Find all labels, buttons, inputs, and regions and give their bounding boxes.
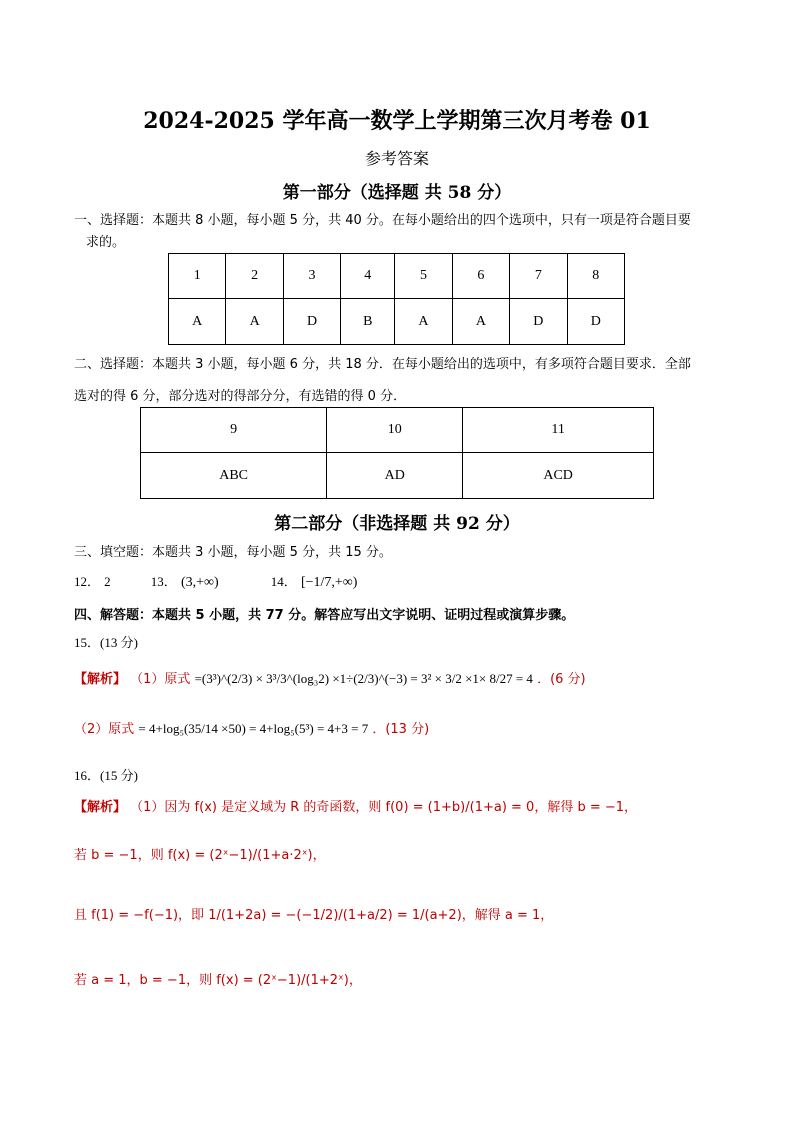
- q12-label: 12．: [74, 574, 101, 589]
- section2-text-line2: 选对的得 6 分，部分选对的得部分分，有选错的得 0 分．: [74, 389, 407, 404]
- q15-part1-expression: =(3³)^(2/3) × 3³/3^(log₃2) ×1÷(2/3)^(−3) = 3² × 3/2 ×1× 8/27 = 4: [194, 671, 533, 686]
- table-cell: A: [169, 299, 226, 345]
- q14-answer: [−1/7,+∞): [300, 575, 358, 590]
- q13-label: 13．: [150, 574, 177, 589]
- page-subtitle: 参考答案: [364, 149, 429, 168]
- q16-line1: [74, 797, 754, 819]
- section4-instructions: 四、解答题：本题共 5 小题，共 77 分。解答应写出文字说明、证明过程或演算步骤。: [74, 608, 575, 623]
- part2-heading: 第二部分（非选择题 共 92 分）: [274, 514, 520, 534]
- q15-label: 15．(13 分): [74, 635, 138, 650]
- table-cell: D: [283, 299, 340, 345]
- q16-line3: 且 f(1) = −f(−1)，即 1/(1+2a) = −(−1/2)/(1+a/2) = 1/(a+2)，解得 a = 1，: [74, 908, 554, 923]
- section1-answer-table: [168, 253, 625, 345]
- section3-instructions: 三、填空题：本题共 3 小题，每小题 5 分，共 15 分。: [74, 545, 392, 560]
- table-cell: 11: [463, 408, 654, 453]
- q15-part1-prefix: （1）原式: [130, 672, 191, 687]
- table-cell: AD: [327, 453, 463, 499]
- section2-answer-table: [140, 407, 654, 499]
- section1-answer-row: [169, 299, 625, 345]
- q15-part2-expression: = 4+log₅(35/14 ×50) = 4+log₅(5³) = 4+3 = 7: [138, 721, 369, 736]
- q15-part2-score: ．(13 分): [372, 722, 430, 737]
- table-cell: A: [395, 299, 452, 345]
- part1-heading: 第一部分（选择题 共 58 分）: [282, 183, 512, 203]
- table-cell: 8: [567, 254, 624, 299]
- section2-instructions: [74, 349, 734, 413]
- section2-text-line1: 二、选择题：本题共 3 小题，每小题 6 分，共 18 分．在每小题给出的选项中，有多项符合题目要求．全部: [74, 357, 691, 372]
- table-cell: 2: [226, 254, 283, 299]
- section1-text-line2: 求的。: [86, 235, 126, 250]
- q12-answer: 2: [104, 574, 111, 589]
- q14-label: 14．: [270, 574, 297, 589]
- q15-part2-prefix: （2）原式: [74, 722, 135, 737]
- table-cell: 9: [141, 408, 327, 453]
- q16-line1-text: （1）因为 f(x) 是定义域为 R 的奇函数，则 f(0) = (1+b)/(1+a) = 0，解得 b = −1，: [130, 800, 638, 815]
- table-cell: ABC: [141, 453, 327, 499]
- table-cell: ACD: [463, 453, 654, 499]
- table-cell: A: [226, 299, 283, 345]
- q16-line4: 若 a = 1，b = −1，则 f(x) = (2ˣ−1)/(1+2ˣ)，: [74, 973, 362, 988]
- q16-label: 16．(15 分): [74, 768, 138, 783]
- q13-answer: (3,+∞): [180, 575, 219, 590]
- section1-number-row: [169, 254, 625, 299]
- table-cell: 4: [341, 254, 395, 299]
- q15-part1-score: ．(6 分): [537, 672, 586, 687]
- fill-in-answers: [74, 571, 734, 599]
- page-title: 2024-2025 学年高一数学上学期第三次月考卷 01: [143, 108, 651, 134]
- table-cell: 7: [510, 254, 567, 299]
- table-cell: 3: [283, 254, 340, 299]
- table-cell: A: [452, 299, 509, 345]
- section1-instructions: [74, 210, 734, 254]
- q16-line2: 若 b = −1，则 f(x) = (2ˣ−1)/(1+a·2ˣ)，: [74, 848, 326, 863]
- section2-answer-row: [141, 453, 654, 499]
- table-cell: 5: [395, 254, 452, 299]
- section1-text-line1: 一、选择题：本题共 8 小题，每小题 5 分，共 40 分。在每小题给出的四个选项中，只有一项是符合题目要: [74, 213, 691, 228]
- table-cell: 10: [327, 408, 463, 453]
- table-cell: B: [341, 299, 395, 345]
- q15-part2: [74, 718, 754, 741]
- q15-part1: [74, 668, 754, 691]
- table-cell: 1: [169, 254, 226, 299]
- table-cell: 6: [452, 254, 509, 299]
- jiexi-tag: 【解析】: [74, 800, 127, 815]
- section2-number-row: [141, 408, 654, 453]
- table-cell: D: [567, 299, 624, 345]
- table-cell: D: [510, 299, 567, 345]
- jiexi-tag: 【解析】: [74, 672, 127, 687]
